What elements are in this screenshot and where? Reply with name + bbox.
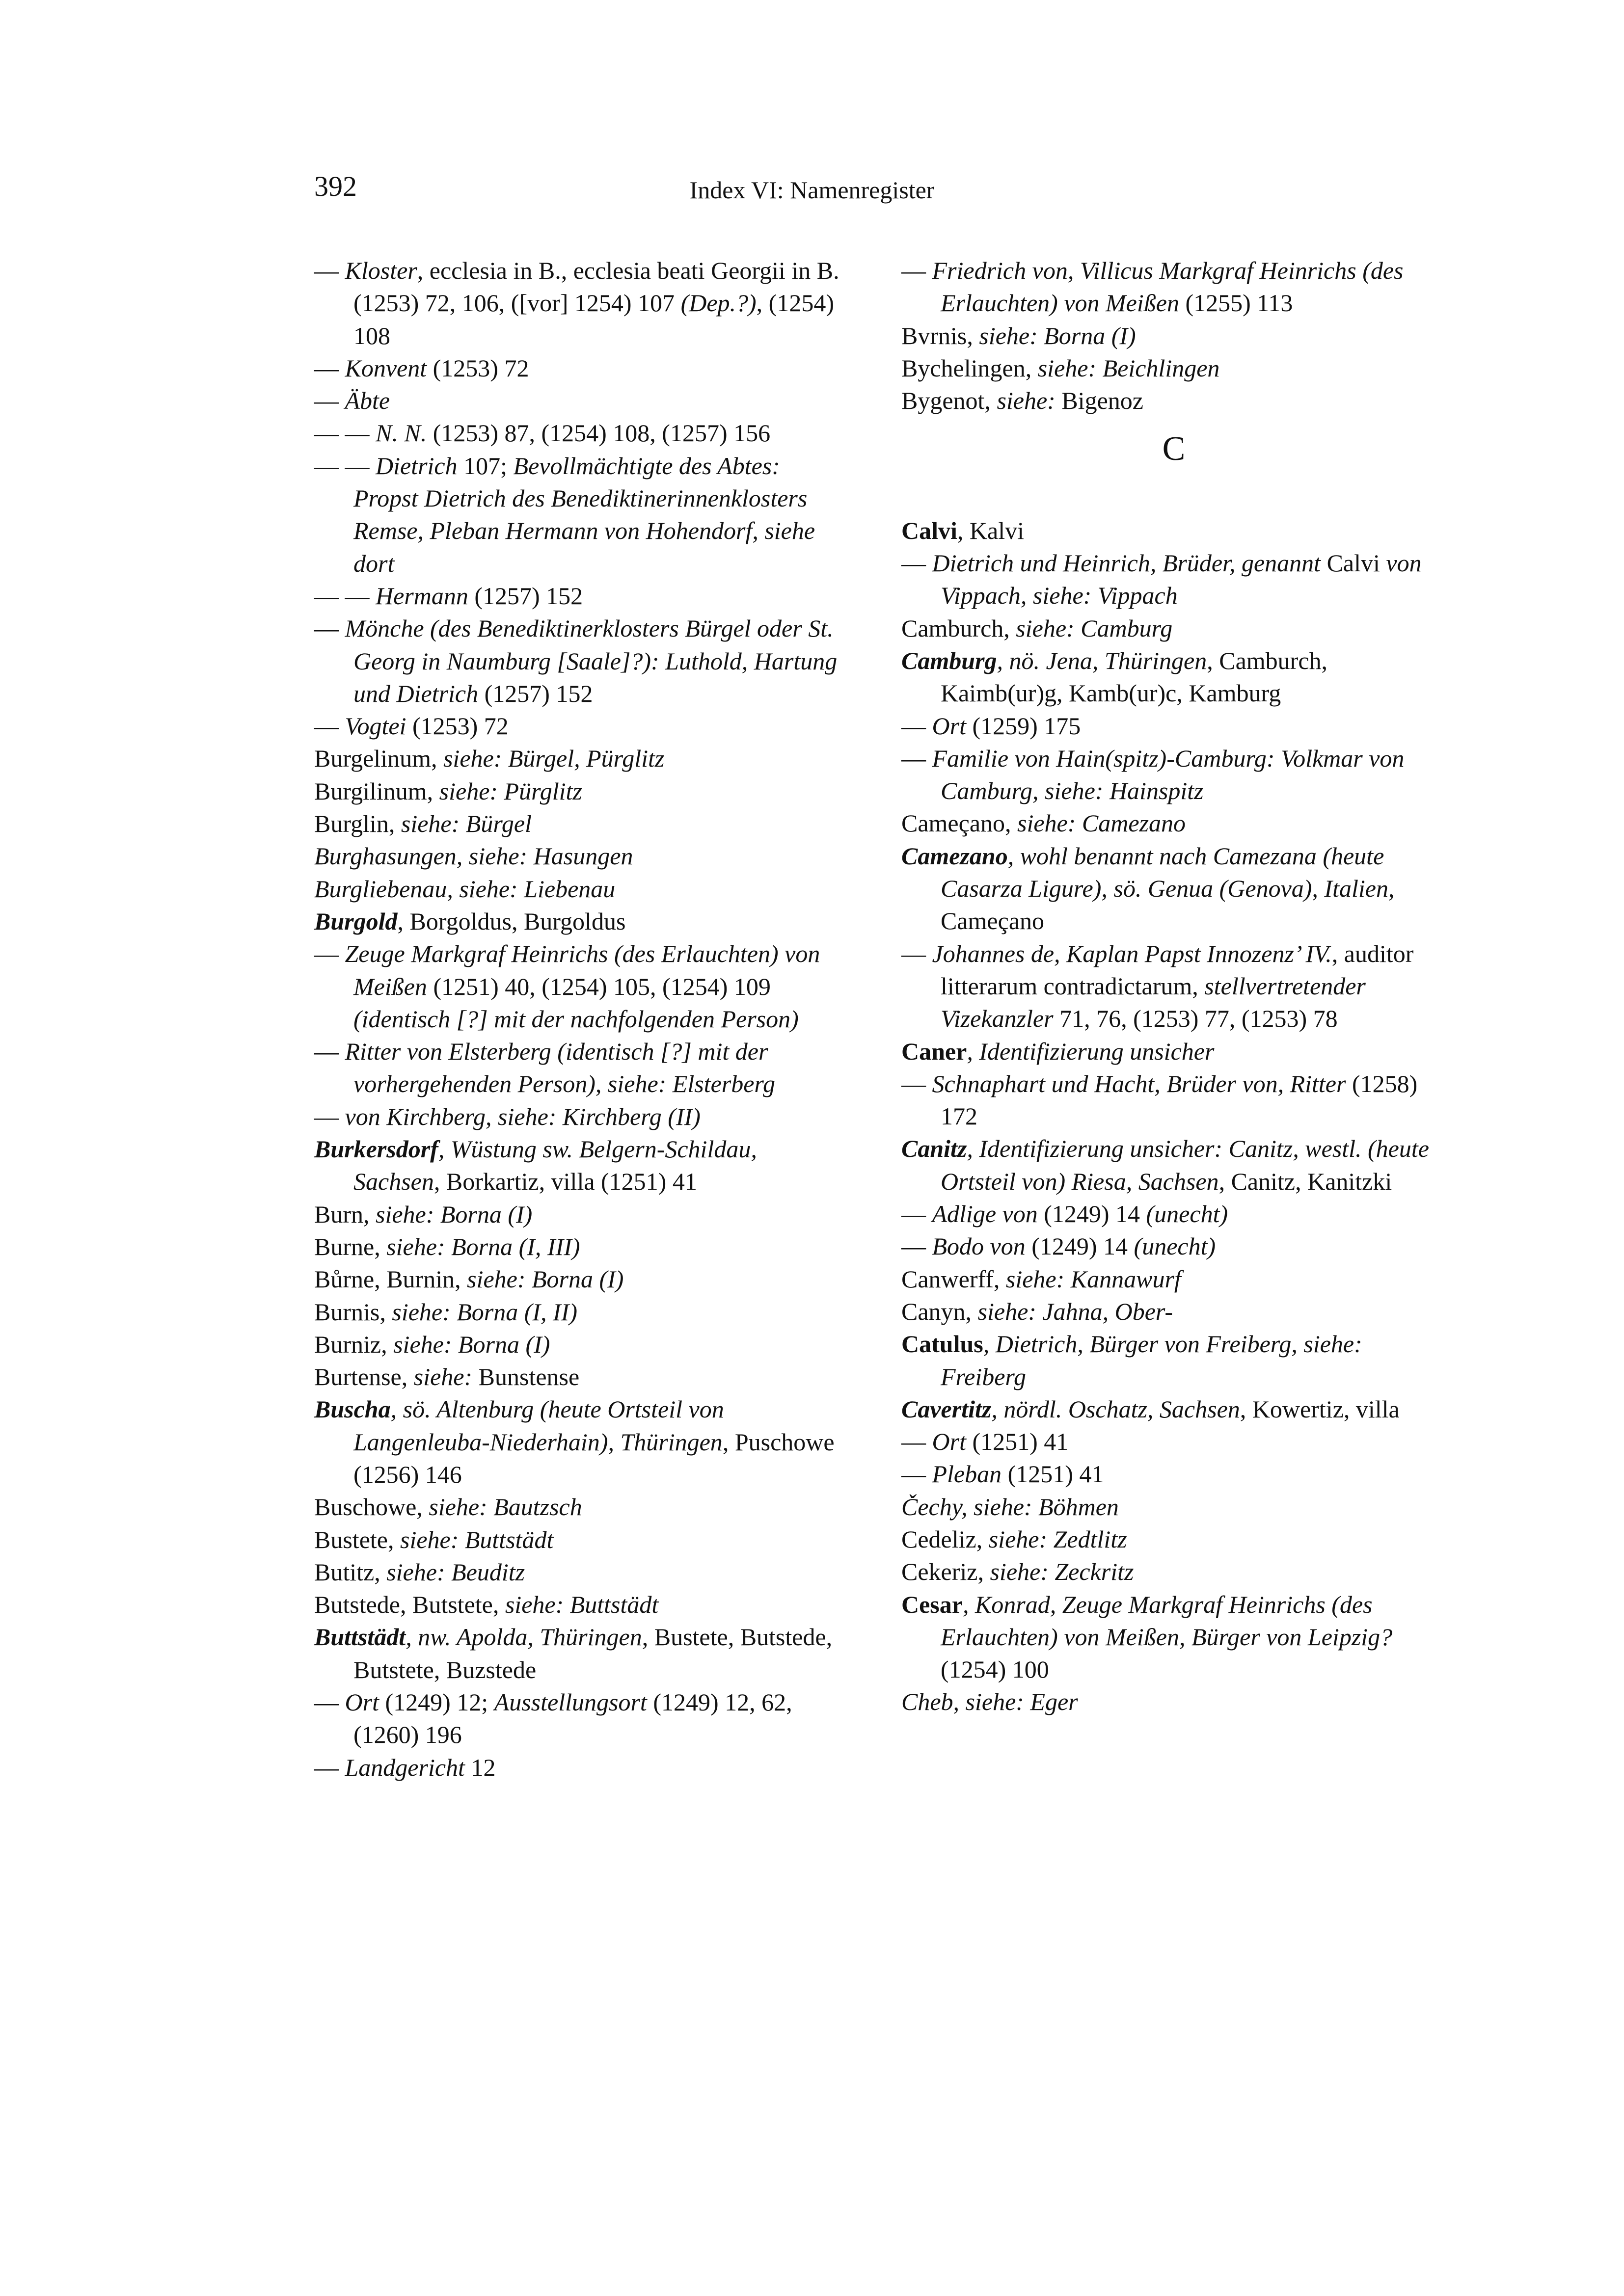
right-entry-list-bottom — [901, 514, 1446, 1718]
entry-text-run: — — [901, 549, 932, 577]
entry-text-run: , (1254) 108 — [353, 289, 834, 349]
entry-text-run: Burn, — [314, 1200, 376, 1228]
index-entry — [314, 937, 849, 1035]
entry-text-run: von Vippach, siehe: Vippach — [941, 549, 1422, 610]
entry-text-run: siehe: Buttstädt — [400, 1525, 554, 1553]
index-entry — [901, 1035, 1446, 1068]
entry-text-run: Cameçano, — [901, 809, 1018, 837]
entry-text-run: (1251) 41 — [1001, 1460, 1104, 1488]
entry-text-run: Konvent — [345, 354, 427, 382]
entry-text-run: , sö. Altenburg (heute Ortsteil von Langenleuba-Niederhain), Thüringen — [353, 1395, 724, 1456]
entry-text-run: Friedrich von, Villicus Markgraf Heinrichs (des Erlauchten) von Meißen — [932, 257, 1404, 317]
entry-text-run: siehe: Camburg — [1016, 614, 1173, 642]
entry-text-run: , Kowertiz, villa — [1240, 1395, 1400, 1423]
entry-text-run: , Identifizierung unsicher: Canitz, westl. (heute Ortsteil von) Riesa, Sachsen — [941, 1135, 1429, 1195]
entry-text-run: Burkersdorf — [314, 1135, 438, 1163]
entry-text-run: siehe: — [413, 1363, 473, 1391]
entry-text-run: Ausstellungsort — [494, 1688, 647, 1716]
entry-text-run: Cheb, siehe: Eger — [901, 1688, 1078, 1716]
entry-text-run: , nö. Jena, Thüringen — [997, 646, 1207, 674]
index-entry — [901, 1555, 1446, 1588]
entry-text-run: stellvertretender Vizekanzler — [941, 972, 1366, 1033]
index-entry — [901, 254, 1446, 320]
right-entry-list-top — [901, 254, 1446, 417]
entry-text-run: Catulus — [901, 1330, 983, 1358]
section-letter-heading: C — [1162, 430, 1186, 468]
index-entry — [901, 1685, 1446, 1718]
entry-text-run: Bodo von — [932, 1232, 1026, 1260]
entry-text-run: N. N. — [376, 419, 427, 447]
entry-text-run: — — — [314, 452, 376, 480]
index-entry — [314, 840, 849, 872]
index-entry — [314, 905, 849, 937]
entry-text-run: — — [314, 1102, 345, 1130]
entry-text-run: , auditor litterarum contradictarum, — [941, 939, 1414, 1000]
entry-text-run: , Canitz, Kanitzki — [1218, 1167, 1392, 1195]
entry-text-run: — — [901, 1069, 932, 1097]
index-entry — [314, 1556, 849, 1588]
entry-text-run: 71, 76, (1253) 77, (1253) 78 — [1053, 1005, 1338, 1033]
entry-text-run: Calvi — [901, 516, 957, 544]
entry-text-run: (1249) 14 — [1037, 1200, 1146, 1228]
entry-text-run: siehe: Bautzsch — [429, 1493, 582, 1521]
entry-text-run: siehe: — [997, 387, 1056, 415]
index-entry — [901, 514, 1446, 547]
index-entry — [901, 1588, 1446, 1686]
entry-text-run: Calvi — [1321, 549, 1386, 577]
entry-text-run: Bunstense — [472, 1363, 580, 1391]
index-entry — [314, 1296, 849, 1328]
entry-text-run: Ort — [932, 712, 966, 740]
index-entry — [314, 1198, 849, 1230]
index-entry — [314, 1230, 849, 1263]
entry-text-run: — — [901, 744, 932, 772]
entry-text-run: Burgold — [314, 907, 398, 935]
entry-text-run: Burnis, — [314, 1298, 392, 1326]
entry-text-run: (1257) 152 — [468, 582, 583, 610]
entry-text-run: Burgelinum, — [314, 745, 443, 773]
index-entry — [314, 1133, 849, 1198]
entry-text-run: Camburch, — [901, 614, 1016, 642]
entry-text-run: siehe: Borna (I) — [467, 1265, 624, 1293]
entry-text-run: (1249) 12, 62, (1260) 196 — [353, 1688, 792, 1749]
entry-text-run: — — [314, 1688, 345, 1716]
right-column — [901, 254, 1446, 1718]
entry-text-run: , nördl. Oschatz, Sachsen — [991, 1395, 1240, 1423]
entry-text-run: Äbte — [345, 387, 390, 415]
entry-text-run: Burniz, — [314, 1330, 394, 1358]
entry-text-run: Landgericht — [345, 1753, 465, 1781]
index-entry — [314, 612, 849, 710]
entry-text-run: Cekeriz, — [901, 1558, 990, 1586]
index-entry — [901, 384, 1446, 417]
entry-text-run: Ort — [932, 1428, 966, 1456]
entry-text-run: — — [314, 354, 345, 382]
index-entry — [901, 320, 1446, 352]
entry-text-run: (1258) 172 — [941, 1069, 1418, 1130]
index-entry — [901, 1328, 1446, 1393]
entry-text-run: Burgilinum, — [314, 777, 439, 805]
entry-text-run: 12 — [464, 1753, 496, 1781]
index-entry — [901, 1230, 1446, 1262]
index-entry — [901, 1198, 1446, 1230]
entry-text-run: Bygenot, — [901, 387, 997, 415]
index-entry — [314, 1328, 849, 1361]
entry-text-run: — — [901, 257, 932, 284]
left-column — [314, 254, 849, 1784]
entry-text-run: Dietrich — [376, 452, 458, 480]
entry-text-run: , Dietrich, Bürger von Freiberg, siehe: Freiberg — [941, 1330, 1362, 1390]
entry-text-run: siehe: Camezano — [1017, 809, 1186, 837]
index-entry — [314, 1588, 849, 1621]
entry-text-run: (1255) 113 — [1179, 289, 1293, 317]
entry-text-run: Bigenoz — [1055, 387, 1143, 415]
entry-text-run: Johannes de, Kaplan Papst Innozenz’ IV. — [932, 939, 1332, 967]
index-entry — [314, 1751, 849, 1784]
entry-text-run: siehe: Beuditz — [386, 1558, 525, 1586]
entry-text-run: Cedeliz, — [901, 1525, 989, 1553]
entry-text-run: Butitz, — [314, 1558, 387, 1586]
entry-text-run: — — [901, 712, 932, 740]
index-entry — [901, 1523, 1446, 1555]
entry-text-run: Burtense, — [314, 1363, 414, 1391]
index-entry — [314, 1621, 849, 1686]
entry-text-run: (identisch [?] mit der nachfolgenden Person) — [353, 1005, 799, 1033]
entry-text-run: Bvrnis, — [901, 321, 979, 349]
index-entry — [901, 937, 1446, 1035]
entry-text-run: siehe: Bürgel — [401, 810, 532, 838]
entry-text-run: Buschowe, — [314, 1493, 429, 1521]
index-entry — [901, 612, 1446, 644]
index-entry — [314, 1035, 849, 1100]
entry-text-run: Canitz — [901, 1135, 967, 1163]
entry-text-run: — — [314, 712, 345, 740]
entry-text-run: Bůrne, Burnin, — [314, 1265, 467, 1293]
index-entry — [901, 710, 1446, 742]
entry-text-run: Dietrich und Heinrich, Brüder, genannt — [932, 549, 1321, 577]
entry-text-run: siehe: Bürgel, Pürglitz — [443, 745, 665, 773]
page-number: 392 — [314, 170, 357, 202]
entry-text-run: Buttstädt — [314, 1623, 406, 1651]
entry-text-run: (1257) 152 — [478, 679, 593, 707]
entry-text-run: Camburg — [901, 646, 997, 674]
entry-text-run: — — [314, 1038, 345, 1066]
entry-text-run: siehe: Zedtlitz — [988, 1525, 1127, 1553]
entry-text-run: siehe: Buttstädt — [505, 1591, 659, 1619]
index-entry — [314, 450, 849, 580]
entry-text-run: — — [901, 1200, 932, 1228]
entry-text-run: (1253) 72 — [406, 712, 509, 740]
entry-text-run: (unecht) — [1146, 1200, 1228, 1228]
entry-text-run: Čechy, siehe: Böhmen — [901, 1493, 1119, 1521]
entry-text-run: , Puschowe (1256) 146 — [353, 1428, 835, 1488]
left-entry-list — [314, 254, 849, 1784]
entry-text-run: Familie von Hain(spitz)-Camburg: Volkmar von Camburg, siehe: Hainspitz — [932, 744, 1405, 805]
entry-text-run: Pleban — [932, 1460, 1002, 1488]
entry-text-run: (unecht) — [1134, 1232, 1216, 1260]
index-entry — [901, 1295, 1446, 1328]
index-entry — [901, 1491, 1446, 1523]
entry-text-run: siehe: Zeckritz — [990, 1558, 1134, 1586]
index-entry — [314, 1263, 849, 1295]
entry-text-run: (1251) 41 — [966, 1428, 1069, 1456]
entry-text-run: siehe: Borna (I) — [979, 321, 1136, 349]
entry-text-run: Ort — [345, 1688, 379, 1716]
entry-text-run: — — [901, 1460, 932, 1488]
index-entry — [314, 1686, 849, 1751]
index-entry — [314, 775, 849, 807]
entry-text-run: , Wüstung sw. Belgern-Schildau, Sachsen — [353, 1135, 757, 1196]
entry-text-run: (1249) 12; — [379, 1688, 494, 1716]
entry-text-run: (1259) 175 — [966, 712, 1081, 740]
entry-text-run: (1254) 100 — [941, 1655, 1049, 1683]
entry-text-run: Schnaphart und Hacht, Brüder von, Ritter — [932, 1069, 1346, 1097]
entry-text-run: , Bustete, Butstede, Butstete, Buzstede — [353, 1623, 833, 1683]
entry-text-run: — — [314, 1753, 345, 1781]
entry-text-run: — — [314, 387, 345, 415]
entry-text-run: von Kirchberg, siehe: Kirchberg (II) — [345, 1102, 701, 1130]
entry-text-run: Kloster — [345, 257, 417, 284]
index-entry — [314, 873, 849, 905]
index-entry — [901, 1393, 1446, 1425]
index-entry — [901, 644, 1446, 710]
entry-text-run: 107; — [457, 452, 514, 480]
entry-text-run: , Konrad, Zeuge Markgraf Heinrichs (des Erlauchten) von Meißen, Bürger von Leipzig? — [941, 1590, 1393, 1651]
entry-text-run: siehe: Borna (I, III) — [386, 1232, 580, 1260]
index-entry — [314, 417, 849, 449]
index-entry — [314, 580, 849, 612]
index-entry — [901, 840, 1446, 937]
running-title: Index VI: Namenregister — [689, 176, 935, 204]
entry-text-run: siehe: Jahna, Ober- — [977, 1297, 1173, 1325]
index-entry — [314, 1491, 849, 1523]
entry-text-run: , Kalvi — [957, 516, 1024, 544]
entry-text-run: (1253) 87, (1254) 108, (1257) 156 — [427, 419, 771, 447]
entry-text-run: , Camburch, Kaimb(ur)g, Kamb(ur)c, Kamburg — [941, 646, 1328, 707]
index-entry — [901, 1458, 1446, 1490]
entry-text-run: , Identifizierung unsicher — [967, 1037, 1215, 1065]
entry-text-run: — — [314, 614, 345, 642]
entry-text-run: siehe: Borna (I, II) — [392, 1298, 577, 1326]
index-entry — [901, 1068, 1446, 1133]
index-entry — [901, 1425, 1446, 1458]
entry-text-run: , Borkartiz, villa (1251) 41 — [433, 1168, 697, 1196]
entry-text-run: (1249) 14 — [1025, 1232, 1134, 1260]
entry-text-run: Mönche (des Benediktinerklosters Bürgel oder St. Georg in Naumburg [Saale]?): Luthold, Hartung und Dietrich — [345, 614, 838, 707]
entry-text-run: Camezano — [901, 842, 1008, 870]
index-entry — [901, 1263, 1446, 1295]
index-entry — [314, 710, 849, 742]
entry-text-run: , Cameçano — [941, 875, 1395, 935]
entry-text-run: Adlige von — [932, 1200, 1038, 1228]
entry-text-run: Burne, — [314, 1232, 387, 1260]
entry-text-run: Cesar — [901, 1590, 963, 1618]
entry-text-run: , Borgoldus, Burgoldus — [397, 907, 626, 935]
index-entry — [314, 742, 849, 774]
entry-text-run: Ritter von Elsterberg (identisch [?] mit der vorhergehenden Person), siehe: Elsterberg — [345, 1038, 776, 1098]
entry-text-run: , nw. Apolda, Thüringen — [406, 1623, 642, 1651]
entry-text-run: — — [901, 1428, 932, 1456]
entry-text-run: Hermann — [376, 582, 468, 610]
entry-text-run: — — [314, 940, 345, 968]
entry-text-run: Burglin, — [314, 810, 401, 838]
entry-text-run: Burghasungen, siehe: Hasungen — [314, 842, 633, 870]
entry-text-run: Caner — [901, 1037, 967, 1065]
index-entry — [901, 547, 1446, 612]
index-entry — [314, 1100, 849, 1133]
entry-text-run: , ecclesia in B., ecclesia beati Georgii in B. (1253) 72, 106, ([vor] 1254) 107 — [353, 257, 839, 317]
entry-text-run: Vogtei — [345, 712, 406, 740]
entry-text-run: — — [314, 257, 345, 284]
entry-text-run: Buscha — [314, 1395, 391, 1423]
entry-text-run: , wohl benannt nach Camezana (heute Casarza Ligure), sö. Genua (Genova), Italien — [941, 842, 1388, 903]
entry-text-run: Bustete, — [314, 1525, 400, 1553]
entry-text-run: siehe: Beichlingen — [1037, 354, 1220, 382]
entry-text-run: — — [901, 939, 932, 967]
entry-text-run: — — — [314, 582, 376, 610]
entry-text-run: Butstede, Butstete, — [314, 1591, 505, 1619]
entry-text-run: Canwerff, — [901, 1265, 1006, 1293]
entry-text-run: Bychelingen, — [901, 354, 1038, 382]
entry-text-run: siehe: Kannawurf — [1005, 1265, 1181, 1293]
entry-text-run: siehe: Pürglitz — [439, 777, 582, 805]
entry-text-run: — — [901, 1232, 932, 1260]
entry-text-run: — — — [314, 419, 376, 447]
entry-text-run: (Dep.?) — [680, 289, 757, 317]
entry-text-run: Cavertitz — [901, 1395, 992, 1423]
index-entry — [901, 352, 1446, 384]
index-entry — [314, 1393, 849, 1491]
entry-text-run: Burgliebenau, siehe: Liebenau — [314, 875, 616, 903]
entry-text-run: (1253) 72 — [427, 354, 529, 382]
entry-text-run: siehe: Borna (I) — [376, 1200, 533, 1228]
index-entry — [314, 807, 849, 840]
index-entry — [314, 254, 849, 352]
entry-text-run: siehe: Borna (I) — [393, 1330, 550, 1358]
index-entry — [314, 1523, 849, 1556]
index-entry — [314, 352, 849, 384]
index-entry — [901, 742, 1446, 807]
entry-text-run: Bevollmächtigte des Abtes: Propst Dietrich des Benediktinerinnenklosters Remse, Pleban Hermann von Hohendorf, siehe dort — [353, 452, 815, 577]
index-entry — [901, 1132, 1446, 1198]
index-entry — [314, 1361, 849, 1393]
entry-text-run: Canyn, — [901, 1297, 978, 1325]
index-entry — [314, 384, 849, 417]
entry-text-run: Zeuge Markgraf Heinrichs (des Erlauchten) von Meißen — [345, 940, 820, 1000]
entry-text-run: (1251) 40, (1254) 105, (1254) 109 — [427, 972, 771, 1000]
index-entry — [901, 807, 1446, 839]
